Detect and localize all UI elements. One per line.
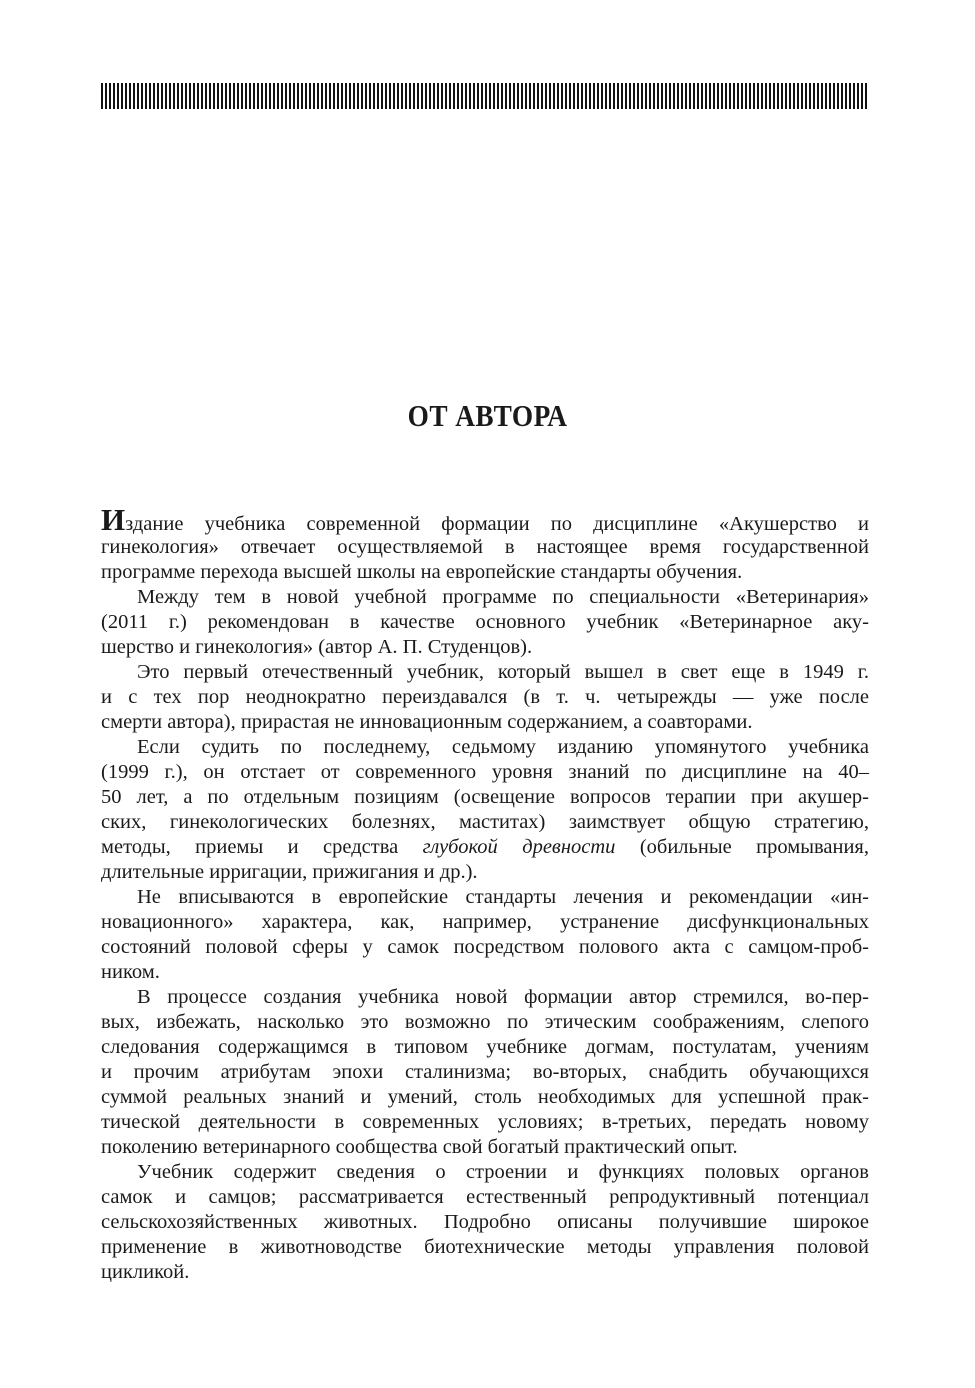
text-line: Не вписываются в европейские стандарты лечения и рекомендации «ин- xyxy=(137,886,869,908)
text-line: ских, гинекологических болезнях, маститах) заимствует общую стратегию, xyxy=(101,811,869,833)
text-line: шерство и гинекология» (автор А. П. Студенцов). xyxy=(101,636,533,658)
text-line: (2011 г.) рекомендован в качестве основного учебник «Ветеринарное аку- xyxy=(101,611,869,633)
text-line: состояний половой сферы у самок посредством полового акта с самцом-проб- xyxy=(101,936,869,958)
text-line: смерти автора), прирастая не инновационным содержанием, а соавторами. xyxy=(101,711,753,733)
text-line: 50 лет, а по отдельным позициям (освещение вопросов терапии при акушер- xyxy=(101,786,869,808)
text-line: и с тех пор неоднократно переиздавался (в т. ч. четырежды — уже после xyxy=(101,686,869,708)
text-line: Это первый отечественный учебник, который вышел в свет еще в 1949 г. xyxy=(137,661,869,683)
paragraph xyxy=(101,1160,869,1285)
paragraph xyxy=(101,660,869,735)
text-line: сельскохозяйственных животных. Подробно описаны получившие широкое xyxy=(101,1211,869,1233)
text-line: В процессе создания учебника новой формации автор стремился, во-пер- xyxy=(137,986,869,1008)
text-line: методы, приемы и средства глубокой древности (обильные промывания, xyxy=(101,836,869,858)
text-line: следования содержащимся в типовом учебнике догмам, постулатам, учениям xyxy=(101,1036,869,1058)
body-text xyxy=(101,502,869,1285)
text-line: новационного» характера, как, например, устранение дисфункциональных xyxy=(101,911,869,933)
text-line: суммой реальных знаний и умений, столь необходимых для успешной прак- xyxy=(101,1086,869,1108)
text-line: применение в животноводстве биотехнические методы управления половой xyxy=(101,1236,869,1258)
text-line: Издание учебника современной формации по дисциплине «Акушерство и xyxy=(101,502,869,537)
text-line: самок и самцов; рассматривается естественный репродуктивный потенциал xyxy=(101,1186,869,1208)
paragraph xyxy=(101,885,869,985)
text-line: тической деятельности в современных условиях; в-третьих, передать новому xyxy=(101,1111,869,1133)
emphasis: глубокой древности xyxy=(422,836,616,858)
text-line: вых, избежать, насколько это возможно по этическим соображениям, слепого xyxy=(101,1011,869,1033)
paragraph xyxy=(101,502,869,585)
page-title: ОТ АВТОРА xyxy=(407,398,568,433)
drop-cap: И xyxy=(101,502,126,537)
text-line: Между тем в новой учебной программе по специальности «Ветеринария» xyxy=(137,586,869,608)
text-line: поколению ветеринарного сообщества свой богатый практический опыт. xyxy=(101,1136,738,1158)
text-line: ником. xyxy=(101,961,160,983)
text-line: цикликой. xyxy=(101,1261,190,1283)
text-line: (1999 г.), он отстает от современного уровня знаний по дисциплине на 40– xyxy=(101,761,869,783)
decorative-header-band xyxy=(101,83,869,109)
text-line: длительные ирригации, прижигания и др.). xyxy=(101,861,478,883)
text-line: гинекология» отвечает осуществляемой в настоящее время государственной xyxy=(101,536,869,558)
text-line: Если судить по последнему, седьмому изданию упомянутого учебника xyxy=(137,736,869,758)
paragraph xyxy=(101,985,869,1160)
text-line: Учебник содержит сведения о строении и функциях половых органов xyxy=(137,1161,869,1183)
text-line: программе перехода высшей школы на европейские стандарты обучения. xyxy=(101,561,743,583)
paragraph xyxy=(101,585,869,660)
text-line: и прочим атрибутам эпохи сталинизма; во-вторых, снабдить обучающихся xyxy=(101,1061,869,1083)
paragraph xyxy=(101,735,869,885)
